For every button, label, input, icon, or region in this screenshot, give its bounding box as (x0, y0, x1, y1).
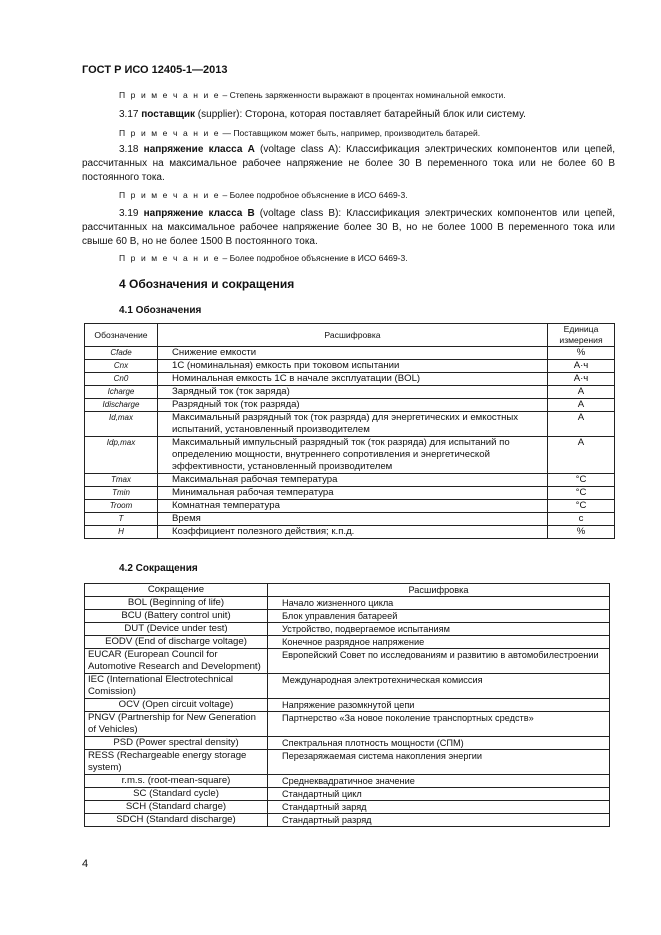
abbreviation-cell: EUCAR (European Council for Automotive Research and Development) (85, 649, 268, 674)
unit-cell: °С (548, 500, 615, 513)
description-cell: Время (158, 513, 548, 526)
description-cell: Снижение емкости (158, 347, 548, 360)
description-cell: Стандартный цикл (268, 788, 610, 801)
table-row (85, 399, 615, 412)
abbreviation-cell: RESS (Rechargeable energy storage system) (85, 750, 268, 775)
description-cell: Спектральная плотность мощности (СПМ) (268, 737, 610, 750)
abbreviation-cell: PNGV (Partnership for New Generation of Vehicles) (85, 712, 268, 737)
symbol-cell: Tmin (85, 487, 158, 500)
section-4-heading: 4 Обозначения и сокращения (119, 277, 295, 291)
symbol-cell: Idischarge (85, 399, 158, 412)
description-cell: Устройство, подвергаемое испытаниям (268, 623, 610, 636)
description-cell: Стандартный заряд (268, 801, 610, 814)
table-row (85, 674, 610, 699)
description-cell: Блок управления батареей (268, 610, 610, 623)
symbol-cell: Troom (85, 500, 158, 513)
symbol-cell: Idp,max (85, 437, 158, 474)
description-cell: Зарядный ток (ток заряда) (158, 386, 548, 399)
table-row (85, 699, 610, 712)
table-row (85, 737, 610, 750)
unit-cell: А·ч (548, 360, 615, 373)
abbreviation-cell: DUT (Device under test) (85, 623, 268, 636)
description-cell: Международная электротехническая комиссия (268, 674, 610, 699)
abbreviation-cell: IEC (International Electrotechnical Comission) (85, 674, 268, 699)
description-cell: Партнерство «За новое поколение транспортных средств» (268, 712, 610, 737)
symbol-cell: Tmax (85, 474, 158, 487)
description-cell: Перезаряжаемая система накопления энергии (268, 750, 610, 775)
description-cell: 1С (номинальная) емкость при токовом испытании (158, 360, 548, 373)
column-header: Единица измерения (548, 324, 615, 347)
abbreviation-cell: SC (Standard cycle) (85, 788, 268, 801)
column-header: Сокращение (85, 584, 268, 597)
definition-3-18 (82, 143, 615, 185)
unit-cell: А (548, 437, 615, 474)
table-header-row (85, 584, 610, 597)
table-row (85, 750, 610, 775)
table-row (85, 623, 610, 636)
table-row (85, 526, 615, 539)
unit-cell: с (548, 513, 615, 526)
description-cell: Коэффициент полезного действия; к.п.д. (158, 526, 548, 539)
table-row (85, 597, 610, 610)
table-row (85, 775, 610, 788)
description-cell: Максимальный разрядный ток (ток разряда) для энергетических и емкостных испытаний, установленный производителем (158, 412, 548, 437)
table-row (85, 437, 615, 474)
definition-text: (voltage class A): Классификация электрических компонентов или цепей, рассчитанных на максимальное рабочее напряжение не более 30 В переменного тока или не более 60 В постоянного тока. (82, 144, 615, 183)
section-4-1-heading: 4.1 Обозначения (119, 305, 202, 316)
abbreviations-table (84, 583, 610, 827)
symbol-cell: Cnx (85, 360, 158, 373)
abbreviation-cell: BCU (Battery control unit) (85, 610, 268, 623)
table-row (85, 487, 615, 500)
table-row (85, 788, 610, 801)
unit-cell: °С (548, 474, 615, 487)
unit-cell: % (548, 347, 615, 360)
table-row (85, 500, 615, 513)
table-row (85, 513, 615, 526)
column-header: Расшифровка (268, 584, 610, 597)
note-text: – Степень заряженности выражают в процентах номинальной емкости. (222, 90, 506, 100)
description-cell: Максимальная рабочая температура (158, 474, 548, 487)
clause-number: 3.17 (119, 109, 139, 120)
unit-cell: А·ч (548, 373, 615, 386)
symbol-cell: H (85, 526, 158, 539)
section-4-2-heading: 4.2 Сокращения (119, 563, 198, 574)
description-cell: Европейский Совет по исследованиям и развитию в автомобилестроении (268, 649, 610, 674)
note-text: – Более подробное объяснение в ИСО 6469-3. (222, 190, 408, 200)
note-text: — Поставщиком может быть, например, производитель батарей. (222, 128, 481, 138)
clause-number: 3.19 (119, 208, 139, 219)
description-cell: Номинальная емкость 1С в начале эксплуатации (BOL) (158, 373, 548, 386)
note-3 (82, 189, 652, 201)
term: напряжение класса В (143, 208, 255, 219)
column-header: Обозначение (85, 324, 158, 347)
definition-3-17 (82, 108, 652, 122)
table-row (85, 636, 610, 649)
definition-3-19 (82, 207, 615, 249)
note-label: П р и м е ч а н и е (119, 128, 221, 138)
description-cell: Начало жизненного цикла (268, 597, 610, 610)
table-row (85, 360, 615, 373)
clause-number: 3.18 (119, 144, 139, 155)
symbol-cell: Id,max (85, 412, 158, 437)
term: поставщик (141, 109, 196, 120)
abbreviation-cell: SCH (Standard charge) (85, 801, 268, 814)
note-1 (82, 89, 652, 101)
unit-cell: А (548, 399, 615, 412)
column-header: Расшифровка (158, 324, 548, 347)
abbreviation-cell: EODV (End of discharge voltage) (85, 636, 268, 649)
description-cell: Максимальный импульсный разрядный ток (ток разряда) для испытаний по определению мощности, внутреннего сопротивления и энергетической эффективности, установленный производителем (158, 437, 548, 474)
description-cell: Напряжение разомкнутой цепи (268, 699, 610, 712)
table-row (85, 814, 610, 827)
table-row (85, 347, 615, 360)
note-text: – Более подробное объяснение в ИСО 6469-3. (222, 253, 408, 263)
abbreviation-cell: r.m.s. (root-mean-square) (85, 775, 268, 788)
table-row (85, 649, 610, 674)
note-label: П р и м е ч а н и е (119, 90, 221, 100)
page-number: 4 (82, 858, 89, 870)
document-header: ГОСТ Р ИСО 12405-1—2013 (82, 64, 228, 76)
abbreviation-cell: SDCH (Standard discharge) (85, 814, 268, 827)
table-row (85, 412, 615, 437)
table-row (85, 712, 610, 737)
table-row (85, 474, 615, 487)
symbol-cell: Icharge (85, 386, 158, 399)
unit-cell: А (548, 412, 615, 437)
note-label: П р и м е ч а н и е (119, 190, 221, 200)
description-cell: Комнатная температура (158, 500, 548, 513)
table-row (85, 373, 615, 386)
unit-cell: А (548, 386, 615, 399)
symbols-table (84, 323, 615, 539)
description-cell: Конечное разрядное напряжение (268, 636, 610, 649)
table-header-row (85, 324, 615, 347)
note-4 (82, 252, 652, 264)
abbreviation-cell: PSD (Power spectral density) (85, 737, 268, 750)
note-label: П р и м е ч а н и е (119, 253, 221, 263)
note-2 (82, 127, 652, 139)
abbreviation-cell: OCV (Open circuit voltage) (85, 699, 268, 712)
table-row (85, 386, 615, 399)
symbol-cell: Cn0 (85, 373, 158, 386)
definition-text: (voltage class B): Классификация электрических компонентов или цепей, рассчитанных на максимальное рабочее напряжение более 30 В, но не более 1000 В переменного тока или свыше 60 В, но не более 1500 В постоянного тока. (82, 208, 615, 247)
unit-cell: °С (548, 487, 615, 500)
unit-cell: % (548, 526, 615, 539)
abbreviation-cell: BOL (Beginning of life) (85, 597, 268, 610)
description-cell: Среднеквадратичное значение (268, 775, 610, 788)
definition-text: (supplier): Сторона, которая поставляет батарейный блок или систему. (195, 109, 526, 120)
table-row (85, 801, 610, 814)
symbol-cell: T (85, 513, 158, 526)
table-row (85, 610, 610, 623)
description-cell: Разрядный ток (ток разряда) (158, 399, 548, 412)
symbol-cell: Cfade (85, 347, 158, 360)
term: напряжение класса А (143, 144, 255, 155)
description-cell: Стандартный разряд (268, 814, 610, 827)
description-cell: Минимальная рабочая температура (158, 487, 548, 500)
